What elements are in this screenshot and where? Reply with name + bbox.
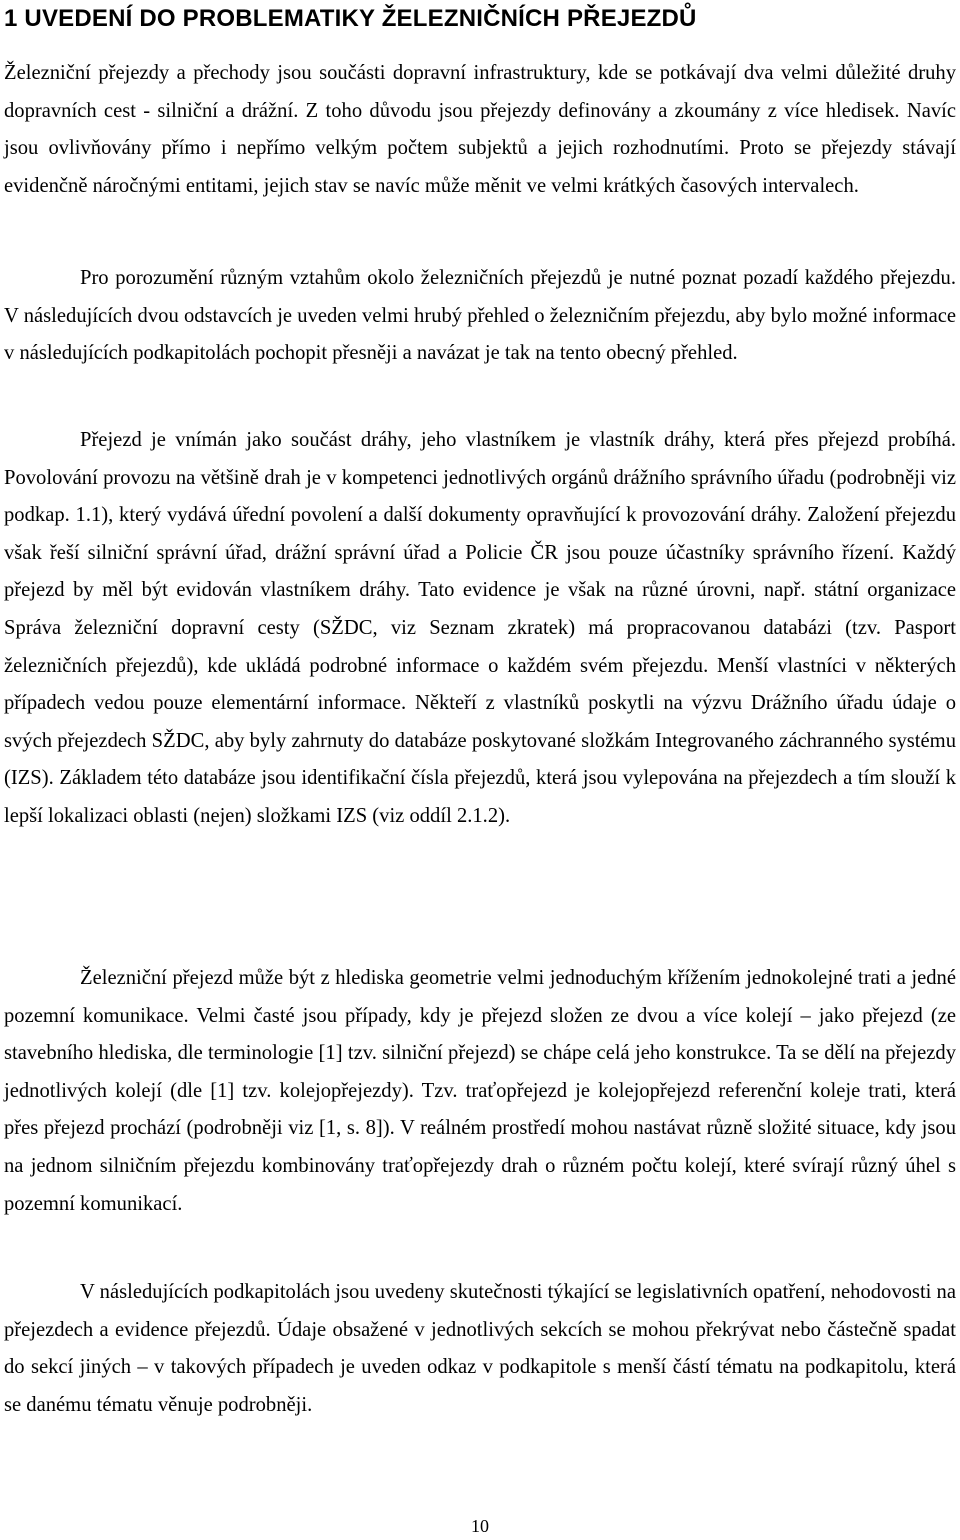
paragraph-4: Železniční přejezd může být z hlediska geometrie velmi jednoduchým křížením jednokolejné trati a jedné pozemní komunikace. Velmi časté jsou případy, kdy je přejezd složen ze dvou a více kolejí – jako přejezd (ze stavebního hlediska, dle terminologie [1] tzv. silniční přejezd) se chápe celá jeho konstrukce. Ta se dělí na přejezdy jednotlivých kolejí (dle [1] tzv. kolejopřejezdy). Tzv. traťopřejezd je kolejopřejezd referenční koleje trati, která přes přejezd prochází (podrobněji viz [1, s. 8]). V reálném prostředí mohou nastávat různě složité situace, kdy jsou na jednom silničním přejezdu kombinovány traťopřejezdy drah o různém počtu kolejí, které svírají různý úhel s pozemní komunikací. <box>4 967 956 1215</box>
paragraph-3: Přejezd je vnímán jako součást dráhy, jeho vlastníkem je vlastník dráhy, která přes přejezd probíhá. Povolování provozu na většině drah je v kompetenci jednotlivých orgánů drážního správního úřadu (podrobněji viz podkap. 1.1), který vydává úřední povolení a další dokumenty opravňující k provozování dráhy. Založení přejezdu však řeší silniční správní úřad, drážní správní úřad a Policie ČR jsou pouze účastníky správního řízení. Každý přejezd by měl být evidován vlastníkem dráhy. Tato evidence je však na různé úrovni, např. státní organizace Správa železniční dopravní cesty (SŽDC, viz Seznam zkratek) má propracovanou databázi (tzv. Pasport železničních přejezdů), kde ukládá podrobné informace o každém svém přejezdu. Menší vlastníci v některých případech vedou pouze elementární informace. Někteří z vlastníků poskytli na výzvu Drážního úřadu údaje o svých přejezdech SŽDC, aby byly zahrnuty do databáze poskytované složkám Integrovaného záchranného systému (IZS). Základem této databáze jsou identifikační čísla přejezdů, která jsou vylepována na přejezdech a tím slouží k lepší lokalizaci oblasti (nejen) složkami IZS (viz oddíl 2.1.2). <box>4 429 956 827</box>
paragraph-5: V následujících podkapitolách jsou uvedeny skutečnosti týkající se legislativních opatření, nehodovosti na přejezdech a evidence přejezdů. Údaje obsažené v jednotlivých sekcích se mohou překrývat nebo částečně spadat do sekcí jiných – v takových případech je uveden odkaz v podkapitole s menší částí tématu na podkapitolu, která se danému tématu věnuje podrobněji. <box>4 1281 956 1416</box>
page-number: 10 <box>471 1516 489 1536</box>
chapter-heading: 1 UVEDENÍ DO PROBLEMATIKY ŽELEZNIČNÍCH PŘEJEZDŮ <box>4 5 697 32</box>
paragraph-2: Pro porozumění různým vztahům okolo železničních přejezdů je nutné poznat pozadí každého přejezdu. V následujících dvou odstavcích je uveden velmi hrubý přehled o železničním přejezdu, aby bylo možné informace v následujících podkapitolách pochopit přesněji a navázat je tak na tento obecný přehled. <box>4 267 956 365</box>
document-page <box>4 0 956 1540</box>
paragraph-1: Železniční přejezdy a přechody jsou součásti dopravní infrastruktury, kde se potkávají dva velmi důležité druhy dopravních cest - silniční a drážní. Z toho důvodu jsou přejezdy definovány a zkoumány z více hledisek. Navíc jsou ovlivňovány přímo i nepřímo velkým počtem subjektů a jejich rozhodnutími. Proto se přejezdy stávají evidenčně náročnými entitami, jejich stav se navíc může měnit ve velmi krátkých časových intervalech. <box>4 62 956 197</box>
